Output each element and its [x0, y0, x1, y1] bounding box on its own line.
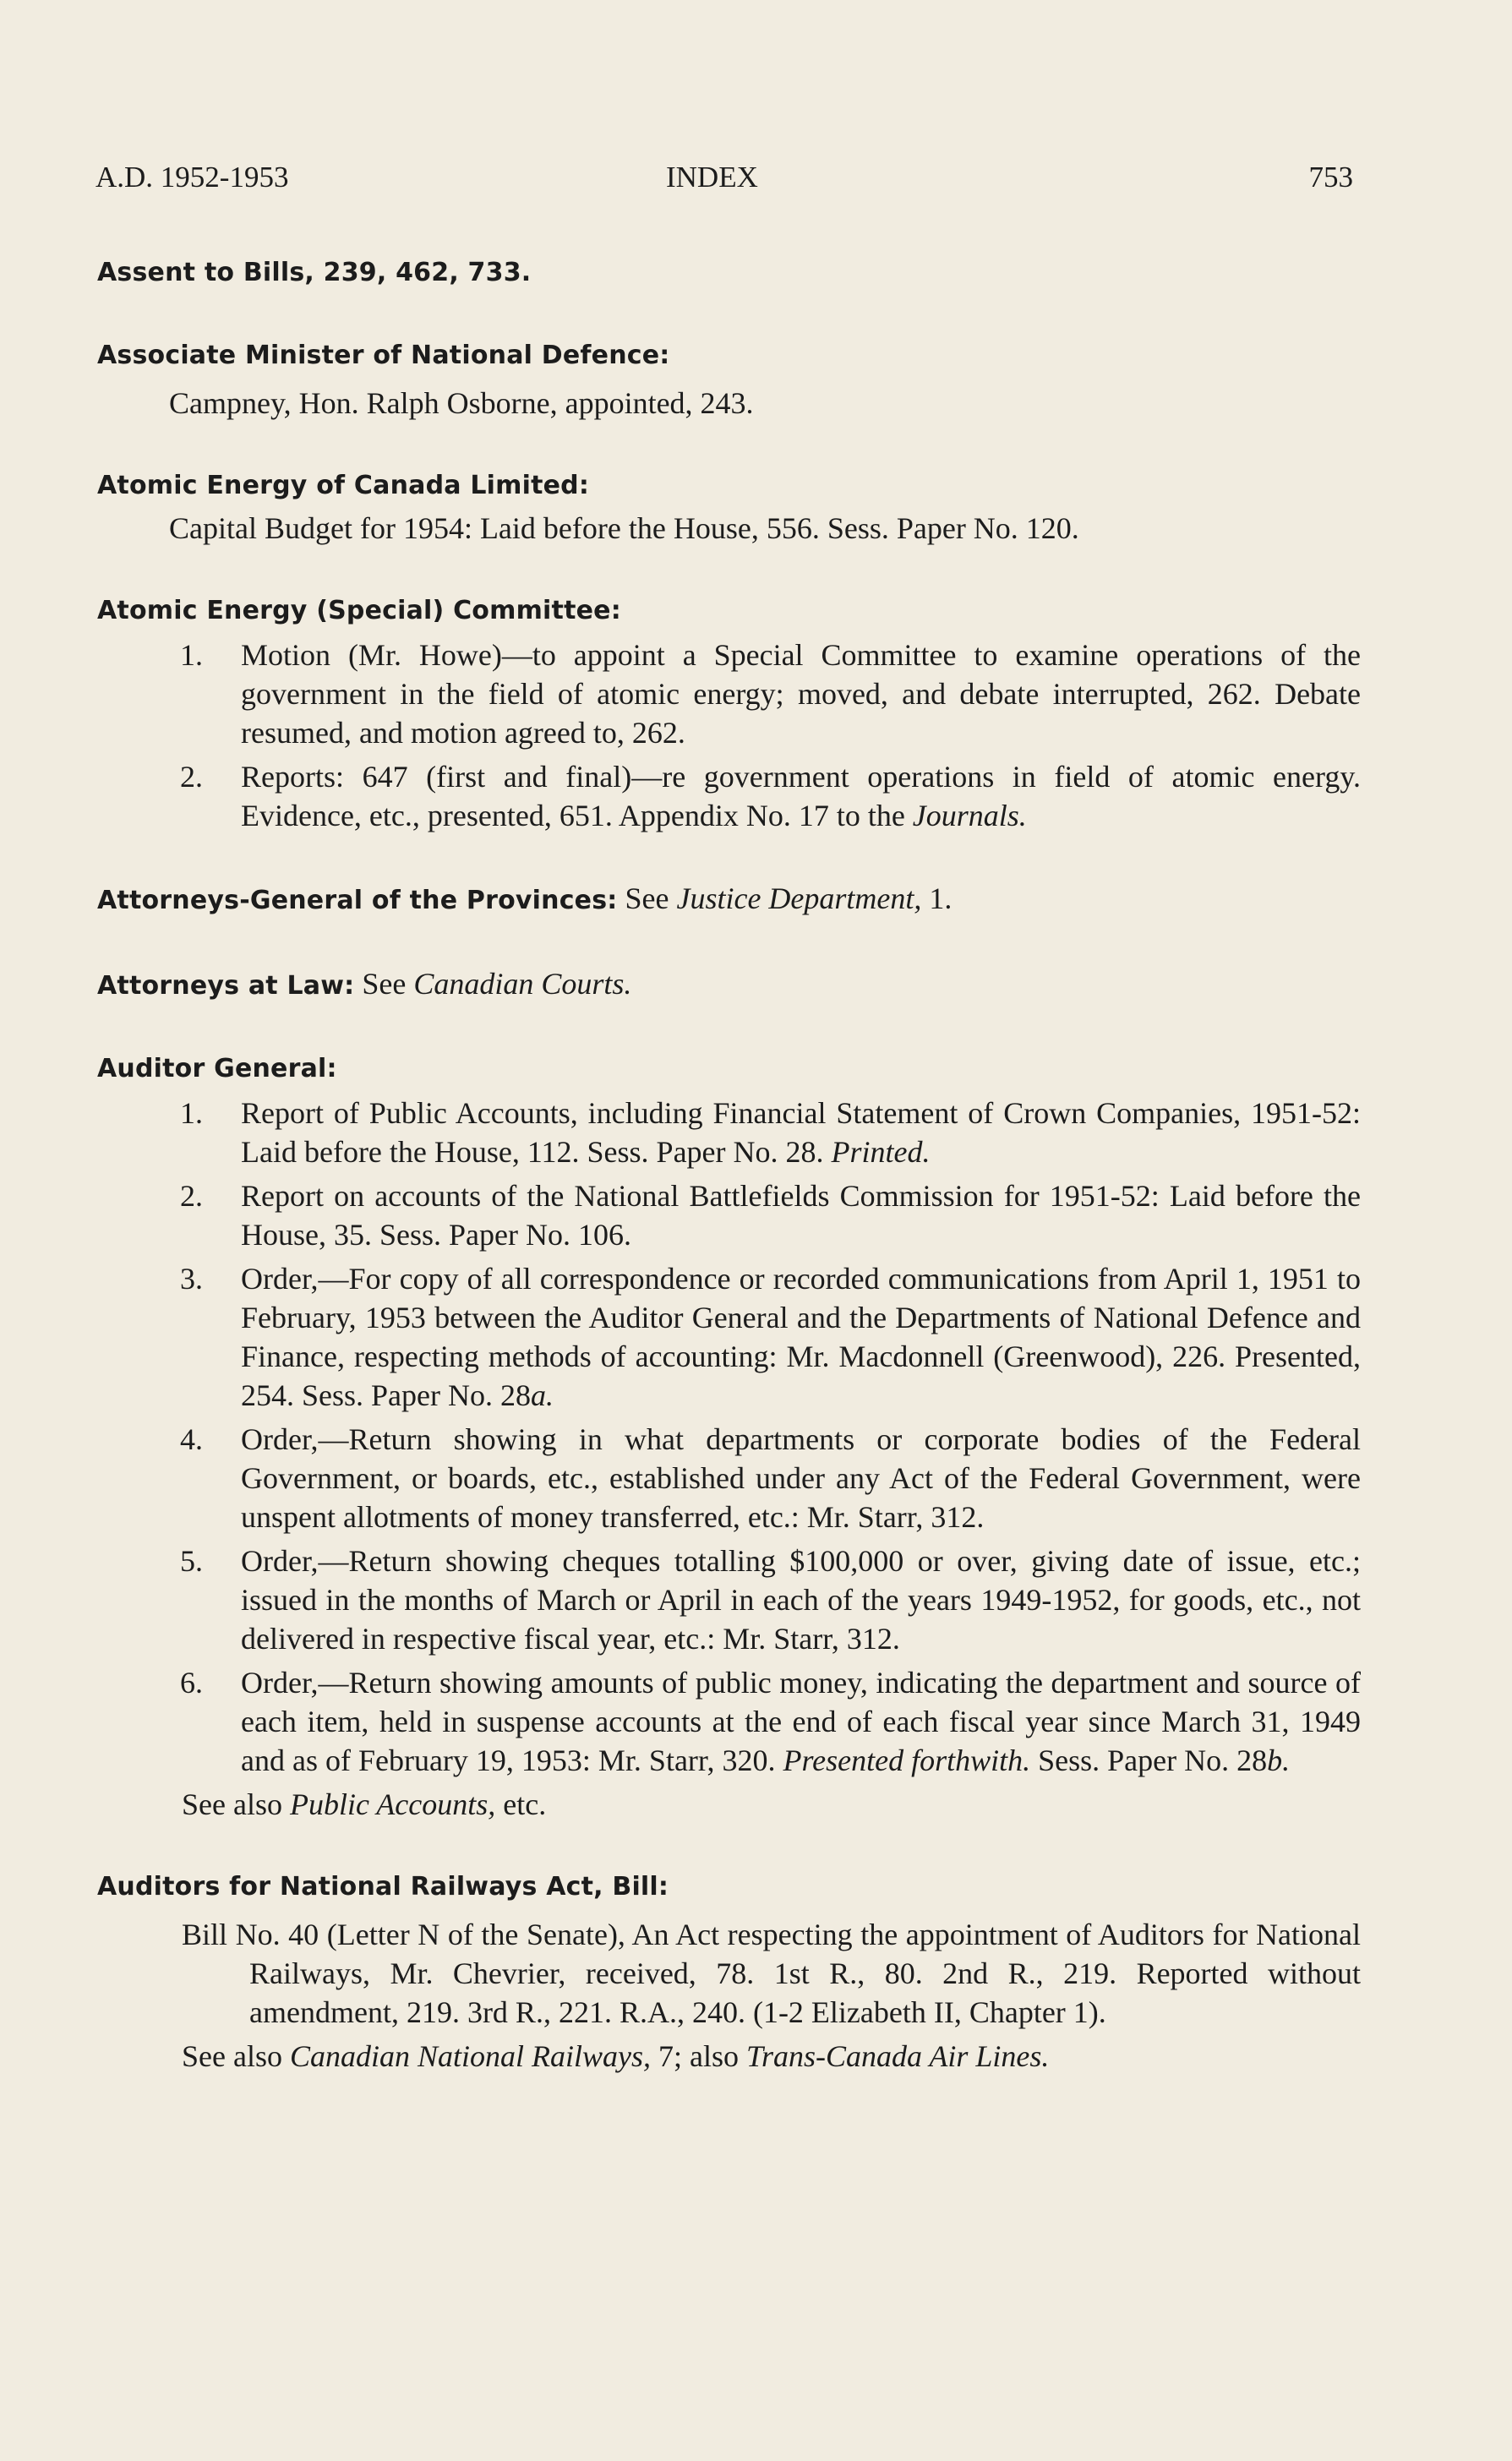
- entry-heading: Attorneys at Law:: [97, 971, 355, 1001]
- entry-line: Campney, Hon. Ralph Osborne, appointed, 243.: [169, 386, 754, 420]
- cross-reference: Canadian National Railways,: [289, 2039, 651, 2073]
- item-italic-note: Presented forthwith.: [783, 1743, 1031, 1777]
- item-number: 4.: [180, 1422, 203, 1456]
- list-item: [97, 757, 1361, 835]
- entry-heading: Auditor General:: [97, 1054, 337, 1083]
- see-also-line: [182, 2037, 1361, 2076]
- see-also-mid: 7; also: [651, 2039, 746, 2073]
- item-italic-ref: Journals.: [912, 799, 1027, 832]
- list-item: [97, 1663, 1361, 1780]
- entry-heading: Attorneys-General of the Provinces:: [97, 886, 618, 915]
- item-text: Order,—Return showing cheques totalling $100,000 or over, giving date of issue, etc.; issued in the months of March or April in each of the years 1949-1952, for goods, etc., not delivered in respective fiscal year, etc.: Mr. Starr, 312.: [241, 1544, 1361, 1656]
- see-also-tail: etc.: [495, 1787, 547, 1821]
- entry-heading: Atomic Energy of Canada Limited:: [97, 471, 590, 500]
- entry-auditors-railways-bill: [97, 1868, 1361, 2076]
- see-also-line: [182, 1785, 1361, 1824]
- item-text-tail: Sess. Paper No. 28: [1030, 1743, 1268, 1777]
- bill-text: Bill No. 40 (Letter N of the Senate), An Act respecting the appointment of Auditors for National Railways, Mr. Chevrier, received, 78. 1st R., 80. 2nd R., 219. Reported without amendment, 219. 3rd R., 221. R.A., 240. (1-2 Elizabeth II, Chapter 1).: [182, 1918, 1361, 2029]
- list-item: [97, 1420, 1361, 1536]
- see-also-label: See also: [182, 1787, 290, 1821]
- cross-reference: Canadian Courts.: [413, 967, 632, 1001]
- item-number: 5.: [180, 1544, 203, 1578]
- cross-reference: Justice Department,: [676, 881, 922, 915]
- entry-heading: Associate Minister of National Defence:: [97, 341, 670, 370]
- see-also-label: See also: [182, 2039, 290, 2073]
- list-item: [97, 1094, 1361, 1171]
- running-head: [96, 161, 1353, 203]
- cross-reference: Trans-Canada Air Lines.: [746, 2039, 1050, 2073]
- entry-atomic-energy-ltd: [97, 467, 1361, 548]
- cross-reference-number: 1.: [921, 881, 953, 915]
- item-number: 3.: [180, 1262, 203, 1296]
- item-number: 1.: [180, 1096, 203, 1130]
- list-item: [97, 1542, 1361, 1658]
- entry-heading: Auditors for National Railways Act, Bill:: [97, 1872, 669, 1902]
- item-text: Order,—Return showing in what departments or corporate bodies of the Federal Government, or boards, etc., established under any Act of the Federal Government, were unspent allotments of money transferred, etc.: Mr. Starr, 312.: [241, 1422, 1361, 1534]
- page-number: 753: [1308, 161, 1353, 194]
- item-text: Reports: 647 (first and final)—re government operations in field of atomic energy. Evidence, etc., presented, 651. Appendix No. 17 to the: [241, 760, 1361, 832]
- entry-line: Capital Budget for 1954: Laid before the House, 556. Sess. Paper No. 120.: [169, 511, 1079, 545]
- item-text: Order,—For copy of all correspondence or recorded communications from April 1, 1951 to February, 1953 between the Auditor General and the Departments of National Defence and Finance, respecting methods of accounting: Mr. Macdonnell (Greenwood), 226. Presented, 254. Sess. Paper No. 28: [241, 1262, 1361, 1412]
- entry-attorneys-at-law: [97, 964, 1361, 1006]
- entry-heading: Assent to Bills, 239, 462, 733.: [97, 258, 532, 287]
- entry-associate-minister: [97, 336, 1361, 423]
- index-content: [97, 254, 1361, 2120]
- entry-auditor-general: [97, 1050, 1361, 1824]
- item-text: Order,—Return showing amounts of public money, indicating the department and source of each item, held in suspense accounts at the end of each fiscal year since March 31, 1949 and as of February 19, 1953: Mr. Starr, 320.: [241, 1666, 1361, 1777]
- see-label: See: [617, 881, 677, 915]
- session-years: A.D. 1952-1953: [96, 161, 289, 194]
- item-text: Motion (Mr. Howe)—to appoint a Special Committee to examine operations of the government in the field of atomic energy; moved, and debate interrupted, 262. Debate resumed, and motion agreed to, 262.: [241, 638, 1361, 750]
- section-title: INDEX: [666, 161, 758, 194]
- item-number: 2.: [180, 760, 203, 794]
- entry-attorneys-general: [97, 879, 1361, 920]
- item-italic-suffix: a.: [530, 1378, 554, 1412]
- item-number: 6.: [180, 1666, 203, 1700]
- see-label: See: [354, 967, 414, 1001]
- item-number: 1.: [180, 638, 203, 672]
- item-italic-note: Printed.: [831, 1135, 931, 1169]
- item-number: 2.: [180, 1179, 203, 1213]
- entry-assent-to-bills: [97, 254, 1361, 292]
- list-item: [97, 636, 1361, 752]
- list-item: [97, 1176, 1361, 1254]
- item-italic-suffix: b.: [1267, 1743, 1291, 1777]
- entry-heading: Atomic Energy (Special) Committee:: [97, 596, 621, 625]
- item-text: Report on accounts of the National Battlefields Commission for 1951-52: Laid before the House, 35. Sess. Paper No. 106.: [241, 1179, 1361, 1252]
- list-item: [97, 1259, 1361, 1415]
- entry-atomic-energy-committee: [97, 592, 1361, 835]
- item-text: Report of Public Accounts, including Financial Statement of Crown Companies, 1951-52: Laid before the House, 112. Sess. Paper No. 28.: [241, 1096, 1361, 1169]
- cross-reference: Public Accounts,: [289, 1787, 496, 1821]
